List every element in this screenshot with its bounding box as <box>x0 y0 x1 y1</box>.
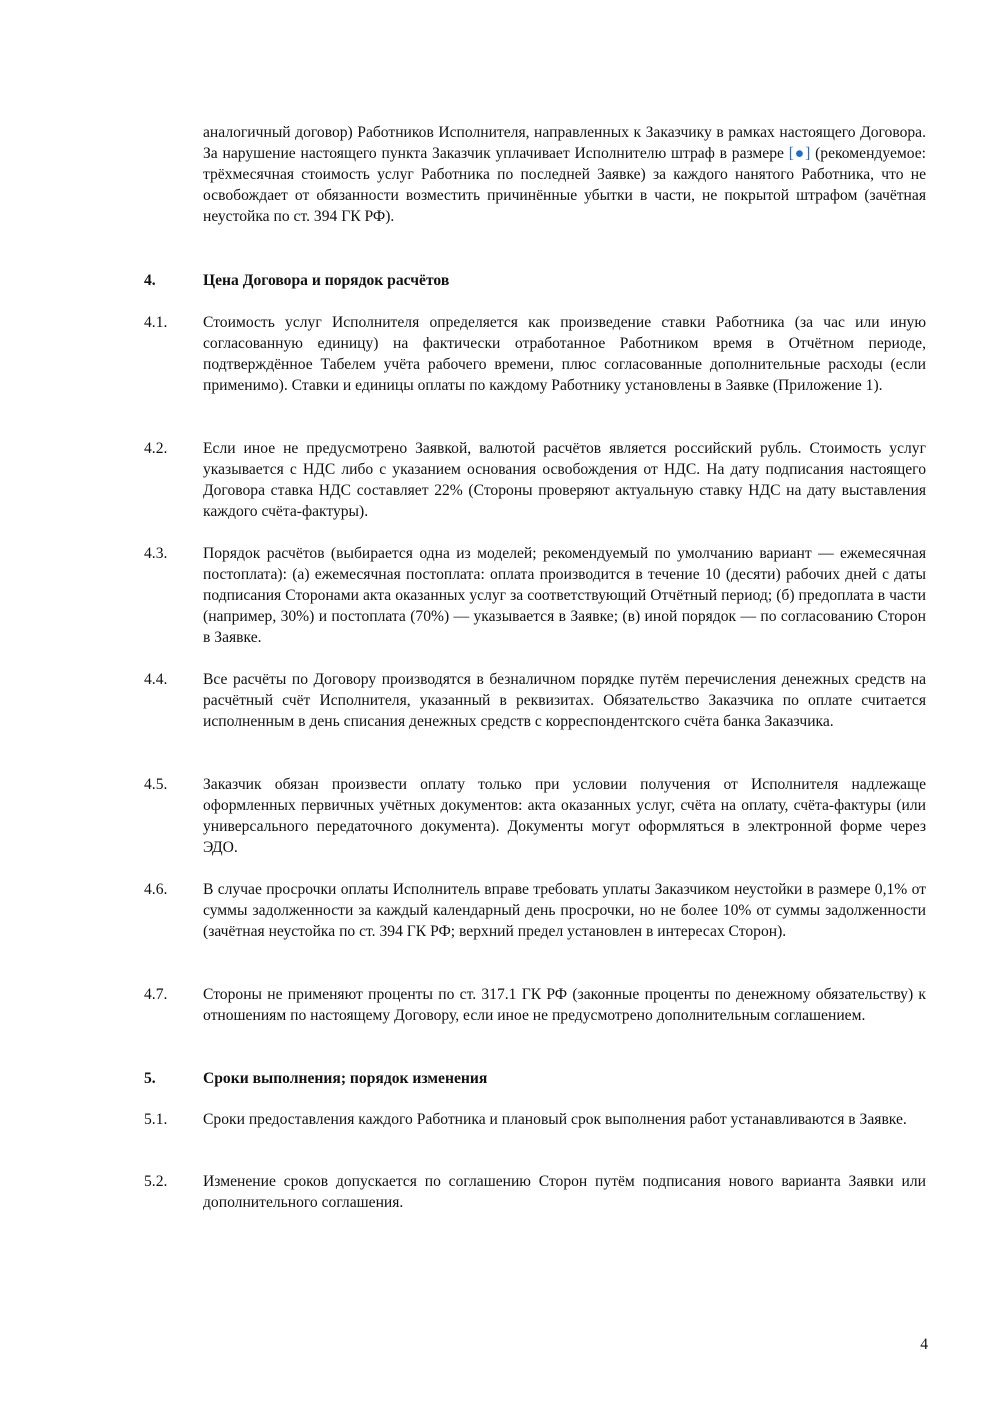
clause-number: 4.3. <box>144 545 168 562</box>
clause-text: Если иное не предусмотрено Заявкой, валютой расчётов является российский рубль. Стоимость услуг указывается с НДС либо с указанием основания освобождения от НДС. На дату подписания настоящего Договора ставка НДС составляет 22% (Стороны проверяют актуальную ставку НДС на дату выставления каждого счёта-фактуры). <box>203 440 926 520</box>
clause-text: Порядок расчётов (выбирается одна из моделей; рекомендуемый по умолчанию вариант — ежемесячная постоплата): (а) ежемесячная постоплата: оплата производится в течение 10 (десяти) рабочих дней с даты подписания Сторонами акта оказанных услуг за соответствующий Отчётный период; (б) предоплата в части (например, 30%) и постоплата (70%) — указывается в Заявке; (в) иной порядок — по согласованию Сторон в Заявке. <box>203 545 926 646</box>
clause-text: Изменение сроков допускается по соглашению Сторон путём подписания нового варианта Заявки или дополнительного соглашения. <box>203 1173 926 1211</box>
clause-number: 4.7. <box>144 986 168 1003</box>
section-number: 5. <box>144 1070 156 1087</box>
continuation-text-after: (рекомендуемое: трёхмесячная стоимость услуг Работника по последней Заявке) за каждого нанятого Работника, что не освобождает от обязанности возместить причинённые убытки в части, не покрытой штрафом (зачётная неустойка по ст. 394 ГК РФ). <box>203 145 926 225</box>
clause-text: Все расчёты по Договору производятся в безналичном порядке путём перечисления денежных средств на расчётный счёт Исполнителя, указанный в реквизитах. Обязательство Заказчика по оплате считается исполненным в день списания денежных средств с корреспондентского счёта банка Заказчика. <box>203 671 926 730</box>
clause-number: 4.6. <box>144 881 168 898</box>
clause-number: 4.5. <box>144 776 168 793</box>
section-title: Сроки выполнения; порядок изменения <box>203 1070 488 1087</box>
section-title: Цена Договора и порядок расчётов <box>203 272 450 289</box>
clause-number: 5.1. <box>144 1111 168 1128</box>
clause-text: Стоимость услуг Исполнителя определяется как произведение ставки Работника (за час или иную согласованную единицу) на фактически отработанное Работником время в Отчётном периоде, подтверждённое Табелем учёта рабочего времени, плюс согласованные дополнительные расходы (если применимо). Ставки и единицы оплаты по каждому Работнику установлены в Заявке (Приложение 1). <box>203 314 926 394</box>
clause-text: Заказчик обязан произвести оплату только при условии получения от Исполнителя надлежаще оформленных первичных учётных документов: акта оказанных услуг, счёта на оплату, счёта-фактуры (или универсального передаточного документа). Документы могут оформляться в электронной форме через ЭДО. <box>203 776 926 856</box>
clause-text: Стороны не применяют проценты по ст. 317.1 ГК РФ (законные проценты по денежному обязательству) к отношениям по настоящему Договору, если иное не предусмотрено дополнительным соглашением. <box>203 986 926 1024</box>
clause-number: 4.1. <box>144 314 168 331</box>
clause-number: 5.2. <box>144 1173 168 1190</box>
section-number: 4. <box>144 272 156 289</box>
clause-number: 4.2. <box>144 440 168 457</box>
clause-text: В случае просрочки оплаты Исполнитель вправе требовать уплаты Заказчиком неустойки в размере 0,1% от суммы задолженности за каждый календарный день просрочки, но не более 10% от суммы задолженности (зачётная неустойка по ст. 394 ГК РФ; верхний предел установлен в интересах Сторон). <box>203 881 926 940</box>
continuation-text-before: аналогичный договор) Работников Исполнителя, направленных к Заказчику в рамках настоящего Договора. За нарушение настоящего пункта Заказчик уплачивает Исполнителю штраф в размере <box>203 124 926 162</box>
clause-text: Сроки предоставления каждого Работника и плановый срок выполнения работ устанавливаются в Заявке. <box>203 1111 907 1128</box>
clause-number: 4.4. <box>144 671 168 688</box>
amount-placeholder: [●] <box>788 145 811 162</box>
continuation-text <box>203 122 926 227</box>
page-number: 4 <box>920 1336 928 1353</box>
